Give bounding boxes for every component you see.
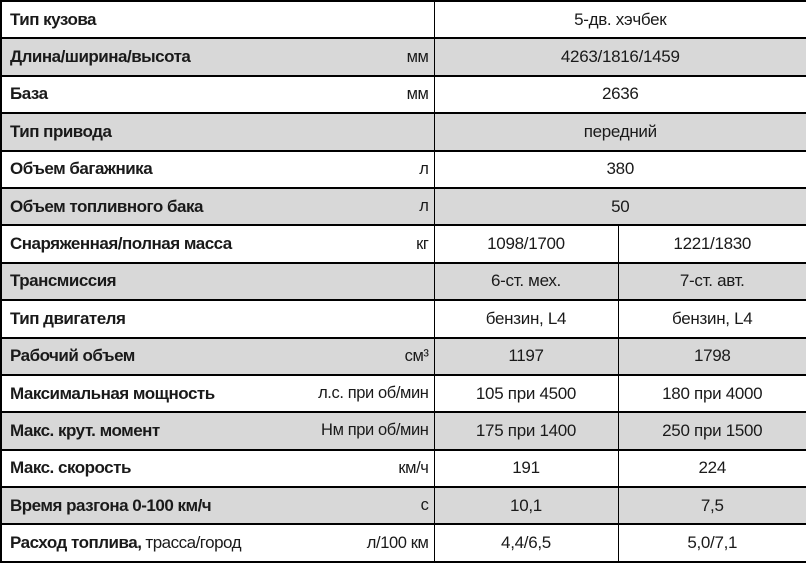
spec-row bbox=[1, 375, 806, 412]
spec-label: Длина/ширина/высота bbox=[10, 47, 191, 67]
spec-value-variant-1: 1197 bbox=[434, 338, 618, 375]
spec-label-cell bbox=[1, 487, 434, 524]
spec-unit: см³ bbox=[404, 346, 429, 365]
spec-value-variant-1: 1098/1700 bbox=[434, 225, 618, 262]
spec-unit: кг bbox=[416, 234, 429, 253]
spec-label: Объем багажника bbox=[10, 159, 153, 179]
spec-value: 5-дв. хэчбек bbox=[434, 1, 806, 38]
spec-value-variant-2: бензин, L4 bbox=[618, 300, 806, 337]
spec-value: 380 bbox=[434, 151, 806, 188]
spec-value-variant-2: 250 при 1500 bbox=[618, 412, 806, 449]
specs-table-body bbox=[1, 1, 806, 562]
spec-value-variant-2: 1221/1830 bbox=[618, 225, 806, 262]
spec-label-cell bbox=[1, 450, 434, 487]
spec-label: Рабочий объем bbox=[10, 346, 135, 366]
spec-row bbox=[1, 487, 806, 524]
spec-value-variant-1: 10,1 bbox=[434, 487, 618, 524]
spec-unit: км/ч bbox=[398, 458, 429, 477]
spec-unit: Нм при об/мин bbox=[321, 421, 429, 440]
spec-row bbox=[1, 151, 806, 188]
spec-label: Тип привода bbox=[10, 121, 112, 141]
spec-row bbox=[1, 524, 806, 561]
spec-value-variant-1: 175 при 1400 bbox=[434, 412, 618, 449]
spec-row bbox=[1, 338, 806, 375]
spec-unit: мм bbox=[406, 47, 429, 66]
spec-value-variant-2: 1798 bbox=[618, 338, 806, 375]
spec-label-cell bbox=[1, 225, 434, 262]
spec-label: Максимальная мощность bbox=[10, 383, 215, 403]
spec-label-cell bbox=[1, 300, 434, 337]
spec-row bbox=[1, 263, 806, 300]
spec-label: Расход топлива, bbox=[10, 533, 142, 553]
spec-label-note: трасса/город bbox=[145, 533, 242, 553]
spec-row bbox=[1, 412, 806, 449]
spec-label-cell bbox=[1, 76, 434, 113]
spec-row bbox=[1, 225, 806, 262]
spec-unit: л.с. при об/мин bbox=[318, 384, 429, 403]
spec-value: 50 bbox=[434, 188, 806, 225]
spec-label-cell bbox=[1, 38, 434, 75]
spec-unit: мм bbox=[406, 84, 429, 103]
spec-row bbox=[1, 113, 806, 150]
spec-value-variant-2: 5,0/7,1 bbox=[618, 524, 806, 561]
spec-label-cell bbox=[1, 412, 434, 449]
spec-label-cell bbox=[1, 375, 434, 412]
spec-value-variant-2: 180 при 4000 bbox=[618, 375, 806, 412]
spec-value-variant-1: бензин, L4 bbox=[434, 300, 618, 337]
spec-row bbox=[1, 1, 806, 38]
spec-label: Объем топливного бака bbox=[10, 196, 203, 216]
spec-label: Снаряженная/полная масса bbox=[10, 234, 232, 254]
spec-unit: л/100 км bbox=[366, 533, 429, 552]
spec-row bbox=[1, 300, 806, 337]
spec-label: Тип кузова bbox=[10, 9, 97, 29]
spec-label: Макс. скорость bbox=[10, 458, 131, 478]
spec-unit: л bbox=[419, 197, 429, 216]
spec-row bbox=[1, 450, 806, 487]
spec-label: Тип двигателя bbox=[10, 308, 126, 328]
spec-row bbox=[1, 188, 806, 225]
spec-value-variant-2: 7-ст. авт. bbox=[618, 263, 806, 300]
spec-value-variant-2: 224 bbox=[618, 450, 806, 487]
spec-label-cell bbox=[1, 338, 434, 375]
spec-value-variant-1: 105 при 4500 bbox=[434, 375, 618, 412]
spec-value-variant-1: 191 bbox=[434, 450, 618, 487]
spec-value-variant-2: 7,5 bbox=[618, 487, 806, 524]
spec-label-cell bbox=[1, 113, 434, 150]
spec-label: Макс. крут. момент bbox=[10, 420, 160, 440]
spec-label-cell bbox=[1, 1, 434, 38]
spec-row bbox=[1, 76, 806, 113]
spec-unit: л bbox=[419, 159, 429, 178]
spec-label-cell bbox=[1, 188, 434, 225]
spec-label: Время разгона 0-100 км/ч bbox=[10, 495, 212, 515]
spec-unit: с bbox=[420, 496, 429, 515]
spec-value: 2636 bbox=[434, 76, 806, 113]
spec-label-cell bbox=[1, 151, 434, 188]
spec-label-cell bbox=[1, 524, 434, 561]
spec-value: передний bbox=[434, 113, 806, 150]
spec-label: Трансмиссия bbox=[10, 271, 117, 291]
spec-row bbox=[1, 38, 806, 75]
spec-value-variant-1: 6-ст. мех. bbox=[434, 263, 618, 300]
spec-value-variant-1: 4,4/6,5 bbox=[434, 524, 618, 561]
spec-value: 4263/1816/1459 bbox=[434, 38, 806, 75]
spec-label-cell bbox=[1, 263, 434, 300]
spec-label: База bbox=[10, 84, 48, 104]
